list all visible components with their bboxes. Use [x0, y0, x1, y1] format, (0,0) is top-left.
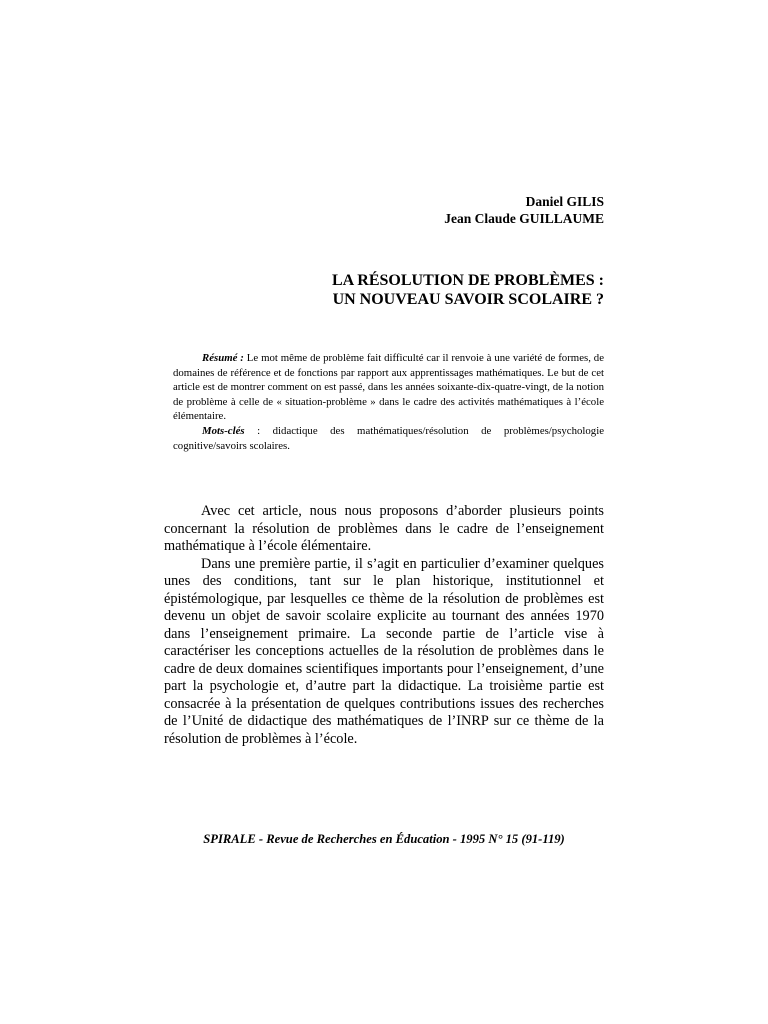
body-text [164, 503, 604, 748]
abstract-text: Le mot même de problème fait difficulté car il renvoie à une variété de formes, de domaines de référence et de fonctions par rapport aux apprentissages mathématiques. Le but de cet article est de montrer comment on est passé, dans les années soixante-dix-quatre-vingt, de la notion de problème à celle de « situation-problème » dans le cadre des activités mathématiques à l’école élémentaire. [173, 352, 604, 423]
journal-footer: SPIRALE - Revue de Recherches en Éducation - 1995 N° 15 (91-119) [203, 832, 565, 846]
author-name: Daniel GILIS [525, 194, 604, 209]
keywords-label: Mots-clés [202, 424, 245, 437]
author-name: Jean Claude GUILLAUME [444, 211, 604, 226]
keywords-paragraph [173, 424, 604, 453]
keywords-text: : didactique des mathématiques/résolution de problèmes/psychologie cognitive/savoirs scolaires. [173, 424, 604, 452]
title-line: LA RÉSOLUTION DE PROBLÈMES : [331, 272, 604, 289]
author-block [444, 193, 604, 227]
abstract-paragraph [173, 351, 604, 424]
body-paragraph: Dans une première partie, il s’agit en particulier d’examiner quelques unes des conditions, tant sur le plan historique, institutionnel et épistémologique, par lesquelles ce thème de la résolution de problèmes est devenu un objet de savoir scolaire explicite au tournant des années 1970 dans l’enseignement primaire. La seconde partie de l’article vise à caractériser les conceptions actuelles de la résolution de problèmes dans le cadre de deux domaines scientifiques importants pour l’enseignement, d’une part la psychologie et, d’autre part la didactique. La troisième partie est consacrée à la présentation de quelques contributions issues des recherches de l’Unité de didactique des mathématiques de l’INRP sur ce thème de la résolution de problèmes à l’école. [164, 555, 604, 747]
abstract-label: Résumé : [202, 352, 244, 364]
abstract-block [173, 351, 604, 453]
article-title [332, 271, 604, 309]
body-paragraph: Avec cet article, nous nous proposons d’aborder plusieurs points concernant la résolution de problèmes dans le cadre de l’enseignement mathématique à l’école élémentaire. [164, 503, 604, 554]
title-line: UN NOUVEAU SAVOIR SCOLAIRE ? [332, 291, 604, 308]
